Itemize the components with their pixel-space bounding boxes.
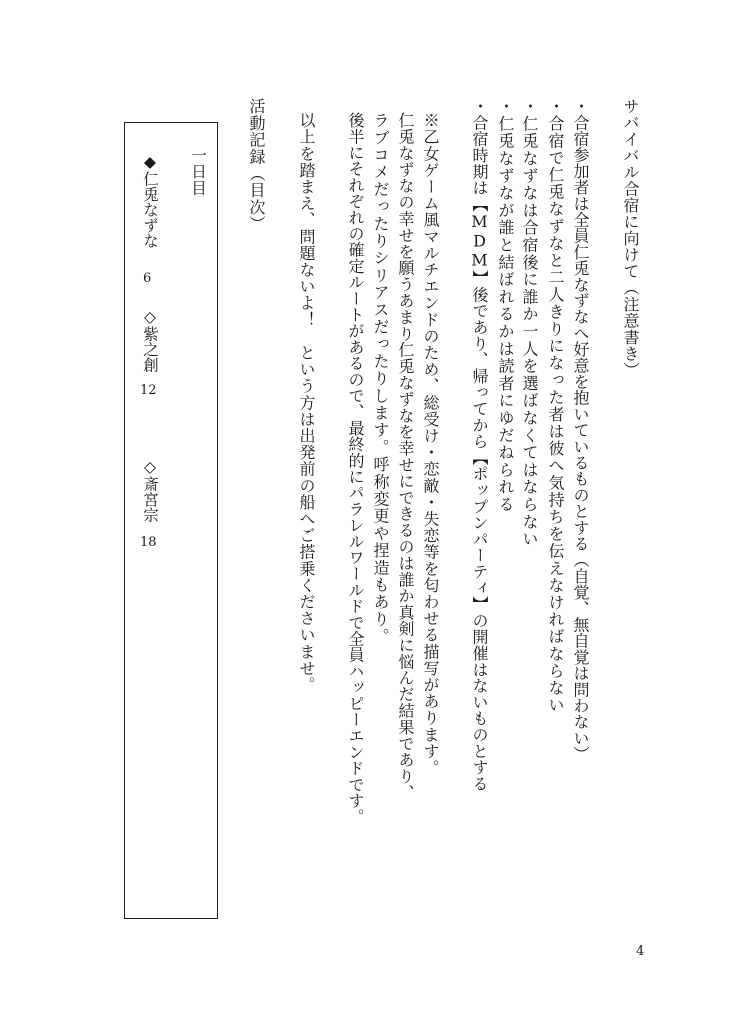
remark-4: 後半にそれぞれの確定ルートがあるので、最終的にパラレルワールドで全員ハッピーエンドです。 [346, 112, 365, 825]
toc-page-hajime: 12 [140, 383, 157, 398]
toc-entry-shu[interactable]: ◇斎宮宗 [141, 458, 159, 523]
toc-page-nazuna: 6 [143, 271, 152, 286]
closing-line: 以上を踏まえ、問題ないよ！ という方は出発前の船へご搭乗くださいませ。 [297, 112, 316, 693]
toc-entry-nazuna[interactable]: ◆仁兎なずな [141, 153, 159, 249]
notes-heading: サバイバル合宿に向けて（注意書き） [621, 98, 640, 379]
toc-box [124, 122, 218, 919]
rule-2: ・合宿で仁兎なずなと二人きりになった者は彼へ気持ちを伝えなければならない [546, 98, 565, 714]
rule-4: ・仁兎なずなが誰と結ばれるかは読者にゆだねられる [496, 98, 515, 514]
rule-3: ・仁兎なずなは合宿後に誰か一人を選ばなくてはならない [520, 98, 539, 548]
remark-3: ラブコメだったりシリアスだったりします。呼称変更や捏造もあり。 [371, 112, 390, 646]
toc-page-shu: 18 [140, 535, 157, 550]
rule-5: ・合宿時期は【MDM】後であり、帰ってから【ポップンパーティ】の開催はないものとする [470, 98, 489, 792]
toc-title: 活動記録（目次） [247, 98, 266, 233]
remark-2: 仁兎なずなの幸せを願うあまり仁兎なずなを幸せにできるのは誰か真剣に悩んだ結果であり、 [396, 112, 415, 801]
toc-day-label: 一日目 [189, 147, 207, 197]
toc-entry-hajime[interactable]: ◇紫之創 [141, 308, 159, 373]
page-number: 4 [636, 944, 645, 959]
rule-1: ・合宿参加者は全員仁兎なずなへ好意を抱いているものとする（自覚、無自覚は問わない） [571, 98, 590, 763]
remark-1: ※乙女ゲーム風マルチエンドのため、総受け・恋敵・失恋等を匂わせる描写があります。 [421, 112, 440, 776]
